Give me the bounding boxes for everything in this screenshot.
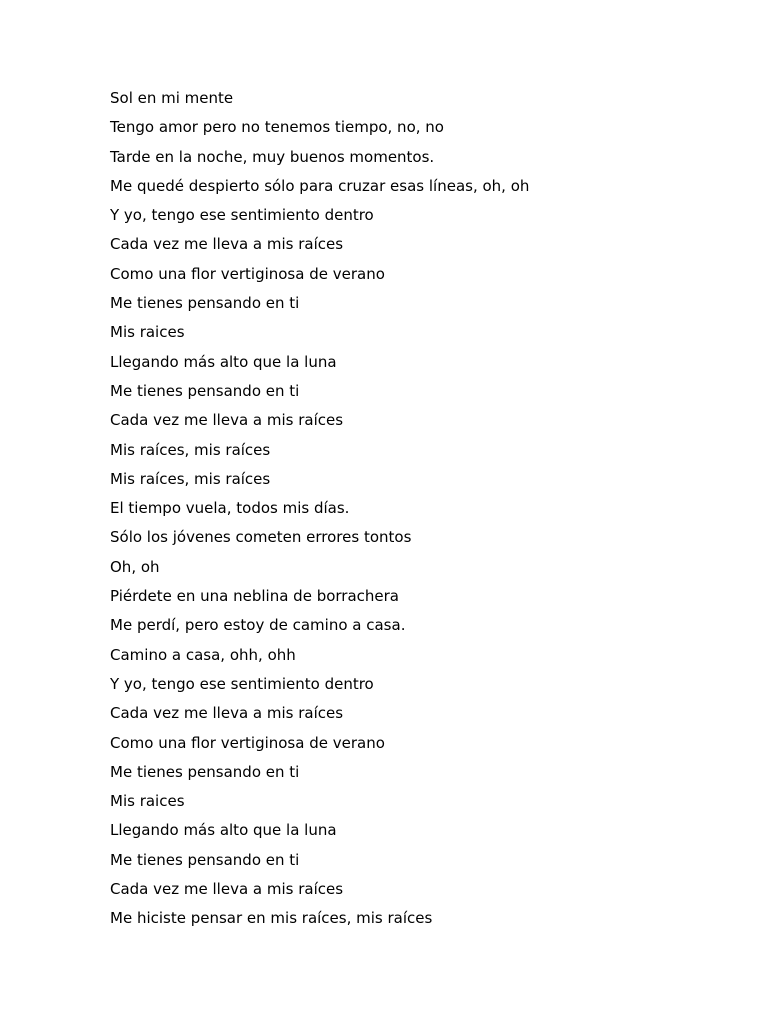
lyric-line: Cada vez me lleva a mis raíces [110,411,344,430]
lyric-line: Y yo, tengo ese sentimiento dentro [110,206,374,225]
lyric-line: Me hiciste pensar en mis raíces, mis raíces [110,909,433,928]
lyric-line: Mis raices [110,323,185,342]
lyric-line: Me quedé despierto sólo para cruzar esas líneas, oh, oh [110,176,530,195]
lyric-line: Como una flor vertiginosa de verano [110,733,385,752]
lyric-line: Como una flor vertiginosa de verano [110,264,385,283]
lyric-line: Mis raices [110,792,185,811]
lyric-line: Mis raíces, mis raíces [110,440,271,459]
lyric-line: Me tienes pensando en ti [110,381,300,400]
lyric-line: Cada vez me lleva a mis raíces [110,704,344,723]
lyric-line: Sol en mi mente [110,89,234,107]
lyric-line: Camino a casa, ohh, ohh [110,645,296,664]
lyric-line: Tarde en la noche, muy buenos momentos. [110,147,435,166]
lyrics-text-block [110,84,529,934]
lyric-line: Me tienes pensando en ti [110,762,300,781]
lyric-line: Oh, oh [110,557,160,576]
lyric-line: Tengo amor pero no tenemos tiempo, no, no [110,118,444,137]
lyric-line: Cada vez me lleva a mis raíces [110,235,344,254]
lyric-line: Piérdete en una neblina de borrachera [110,587,399,606]
lyric-line: Me perdí, pero estoy de camino a casa. [110,616,406,635]
lyric-line: Me tienes pensando en ti [110,294,300,313]
lyric-line: Mis raíces, mis raíces [110,469,271,488]
lyric-line: El tiempo vuela, todos mis días. [110,499,350,518]
lyric-line: Cada vez me lleva a mis raíces [110,880,344,899]
lyric-line: Llegando más alto que la luna [110,352,337,371]
lyric-line: Y yo, tengo ese sentimiento dentro [110,674,374,693]
lyric-line: Me tienes pensando en ti [110,850,300,869]
lyric-line: Llegando más alto que la luna [110,821,337,840]
lyric-line: Sólo los jóvenes cometen errores tontos [110,528,412,547]
